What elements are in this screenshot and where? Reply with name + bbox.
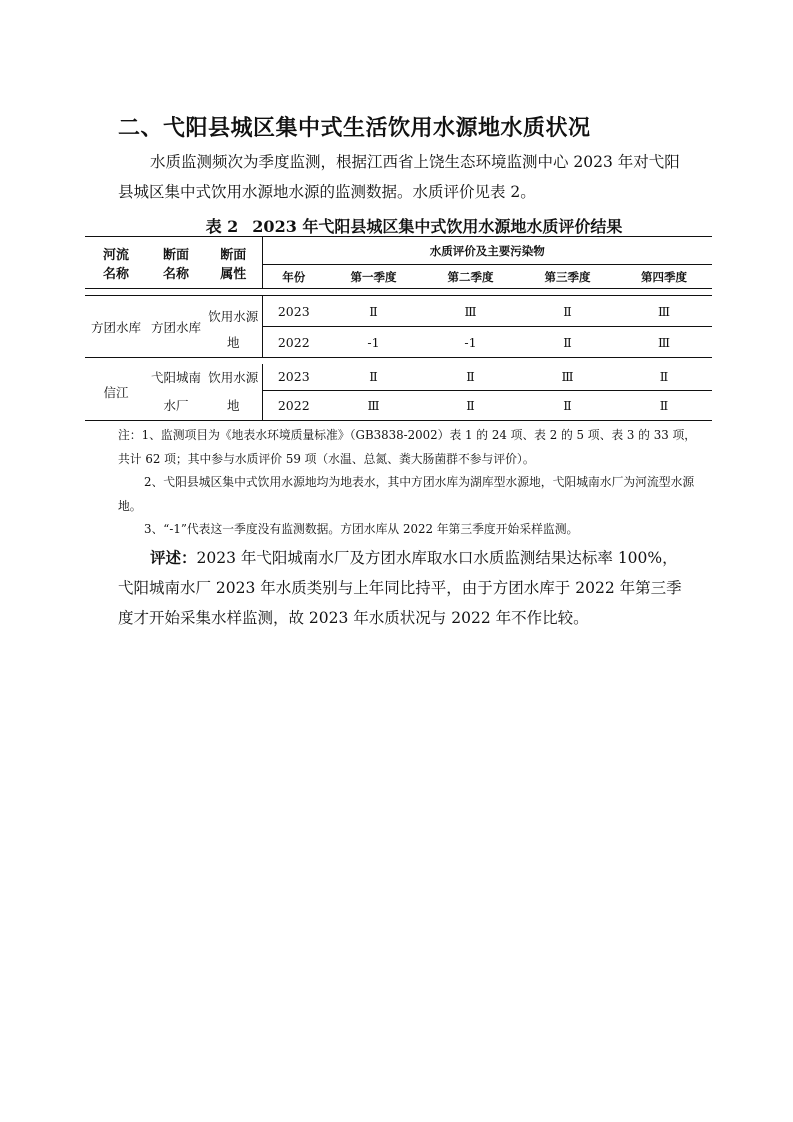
q3-cell: Ⅲ <box>519 364 616 391</box>
q1-cell: Ⅱ <box>325 364 422 391</box>
year-cell: 2022 <box>262 391 325 421</box>
table-note-1: 注：1、监测项目为《地表水环境质量标准》（GB3838-2002）表 1 的 24 项、表 2 的 5 项、表 3 的 33 项，共计 62 项；其中参与水质评价 59 项（水温、总氮、粪大肠菌群不参与评价）。 <box>118 428 697 466</box>
section-heading: 二、弋阳县城区集中式生活饮用水源地水质状况 <box>118 116 591 141</box>
table-title: 2023 年弋阳县城区集中式饮用水源地水质评价结果 <box>252 217 623 236</box>
table-caption <box>118 214 710 237</box>
q4-cell: Ⅱ <box>616 391 712 421</box>
q4-cell: Ⅲ <box>616 327 712 358</box>
year-cell: 2022 <box>262 327 325 358</box>
table-number: 表 2 <box>205 217 239 236</box>
q1-cell: -1 <box>325 327 422 358</box>
q3-cell: Ⅱ <box>519 391 616 421</box>
header-q4: 第四季度 <box>616 265 712 289</box>
year-cell: 2023 <box>262 296 325 327</box>
section-name-cont: 水厂 <box>147 391 205 421</box>
header-attribute: 断面 属性 <box>205 237 262 289</box>
header-q1: 第一季度 <box>325 265 422 289</box>
q2-cell: -1 <box>422 327 519 358</box>
q2-cell: Ⅱ <box>422 391 519 421</box>
q1-cell: Ⅱ <box>325 296 422 327</box>
water-quality-table <box>85 236 712 421</box>
river-name: 方团水库 <box>85 296 147 358</box>
q3-cell: Ⅱ <box>519 327 616 358</box>
header-q3: 第三季度 <box>519 265 616 289</box>
intro-paragraph: 水质监测频次为季度监测，根据江西省上饶生态环境监测中心 2023 年对弋阳县城区集中式饮用水源地水源的监测数据。水质评价见表 2。 <box>118 153 680 201</box>
header-group: 水质评价及主要污染物 <box>262 237 712 265</box>
q2-cell: Ⅱ <box>422 364 519 391</box>
q2-cell: Ⅲ <box>422 296 519 327</box>
q3-cell: Ⅱ <box>519 296 616 327</box>
table-row <box>85 296 712 327</box>
section-name: 方团水库 <box>147 296 205 358</box>
section-name: 弋阳城南 <box>150 370 201 385</box>
header-q2: 第二季度 <box>422 265 519 289</box>
table-note-2: 2、弋阳县城区集中式饮用水源地均为地表水，其中方团水库为湖库型水源地，弋阳城南水厂为河流型水源地。 <box>118 475 695 513</box>
header-section: 断面 名称 <box>147 237 205 289</box>
year-cell: 2023 <box>262 364 325 391</box>
header-river: 河流 名称 <box>85 237 147 289</box>
table-note-3: 3、“-1”代表这一季度没有监测数据。方团水库从 2022 年第三季度开始采样监测。 <box>144 522 579 536</box>
section-attribute: 饮用水源 <box>205 364 262 391</box>
section-attribute-cont: 地 <box>205 391 262 421</box>
section-attribute: 饮用水源 <box>205 296 262 327</box>
q1-cell: Ⅲ <box>325 391 422 421</box>
section-attribute-cont: 地 <box>205 327 262 358</box>
comment-text: 2023 年弋阳城南水厂及方团水库取水口水质监测结果达标率 100%，弋阳城南水厂 2023 年水质类别与上年同比持平，由于方团水库于 2022 年第三季度才开始采集水样监测，故 2023 年水质状况与 2022 年不作比较。 <box>118 549 682 627</box>
river-name: 信江 <box>85 364 147 421</box>
q4-cell: Ⅲ <box>616 296 712 327</box>
comment-paragraph <box>118 543 683 633</box>
table-row <box>85 364 712 391</box>
header-year: 年份 <box>262 265 325 289</box>
q4-cell: Ⅱ <box>616 364 712 391</box>
comment-lead: 评述： <box>150 549 197 567</box>
table-row <box>85 391 712 421</box>
